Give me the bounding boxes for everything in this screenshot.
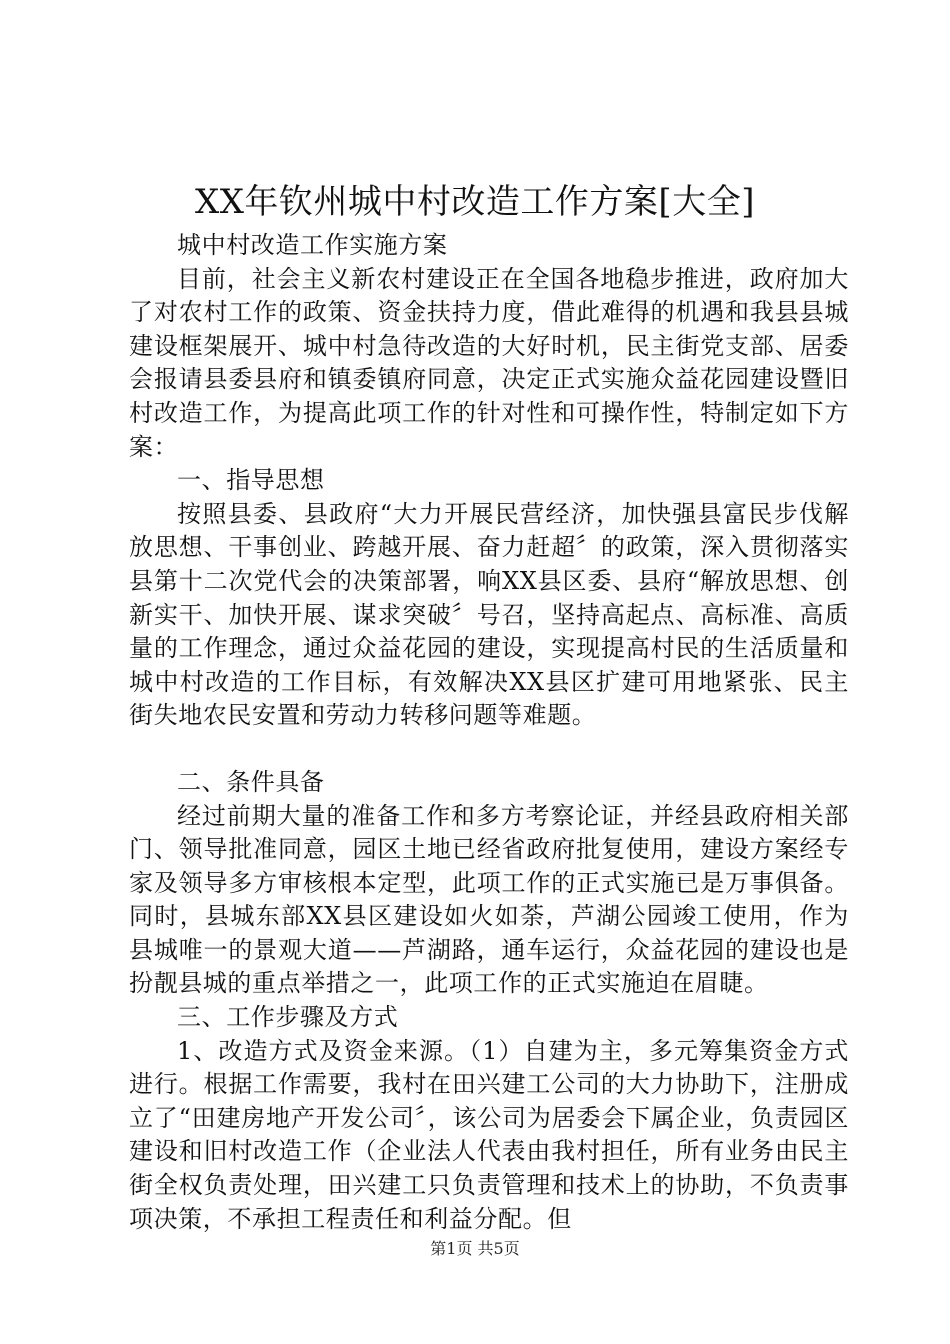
document-body	[129, 229, 849, 1236]
plan-subtitle: 城中村改造工作实施方案	[177, 231, 448, 259]
page-number-footer: 第1页 共5页	[430, 1239, 520, 1258]
section-paragraph-conditions: 经过前期大量的准备工作和多方考察论证，并经县政府相关部门、领导批准同意，园区土地已经省政府批复使用，建设方案经专家及领导多方审核根本定型，此项工作的正式实施已是万事俱备。同时，县城东部XX县区建设如火如荼，芦湖公园竣工使用，作为县城唯一的景观大道——芦湖路，通车运行，众益花园的建设也是扮靓县城的重点举措之一，此项工作的正式实施迫在眉睫。	[129, 801, 849, 998]
intro-paragraph: 目前，社会主义新农村建设正在全国各地稳步推进，政府加大了对农村工作的政策、资金扶持力度，借此难得的机遇和我县县城建设框架展开、城中村急待改造的大好时机，民主街党支部、居委会报请县委县府和镇委镇府同意，决定正式实施众益花园建设暨旧村改造工作，为提高此项工作的针对性和可操作性，特制定如下方案：	[129, 264, 849, 461]
section-heading-guiding-thought: 一、指导思想	[177, 466, 325, 495]
document-title: XX年钦州城中村改造工作方案[大全]	[195, 182, 755, 222]
section-paragraph-guiding-thought: 按照县委、县政府“大力开展民营经济，加快强县富民步伐解放思想、干事创业、跨越开展、奋力赶超〞的政策，深入贯彻落实县第十二次党代会的决策部署，响XX县区委、县府“解放思想、创新实干、加快开展、谋求突破〞号召，坚持高起点、高标准、高质量的工作理念，通过众益花园的建设，实现提高村民的生活质量和城中村改造的工作目标，有效解决XX县区扩建可用地紧张、民主街失地农民安置和劳动力转移问题等难题。	[129, 499, 849, 730]
section-heading-work-steps: 三、工作步骤及方式	[177, 1003, 399, 1032]
section-heading-conditions: 二、条件具备	[177, 767, 325, 796]
section-paragraph-work-steps: 1、改造方式及资金来源。（1）自建为主，多元筹集资金方式进行。根据工作需要，我村在田兴建工公司的大力协助下，注册成立了“田建房地产开发公司〞，该公司为居委会下属企业，负责园区建设和旧村改造工作（企业法人代表由我村担任，所有业务由民主街全权负责处理，田兴建工只负责管理和技术上的协助，不负责事项决策，不承担工程责任和利益分配。但	[129, 1036, 849, 1233]
